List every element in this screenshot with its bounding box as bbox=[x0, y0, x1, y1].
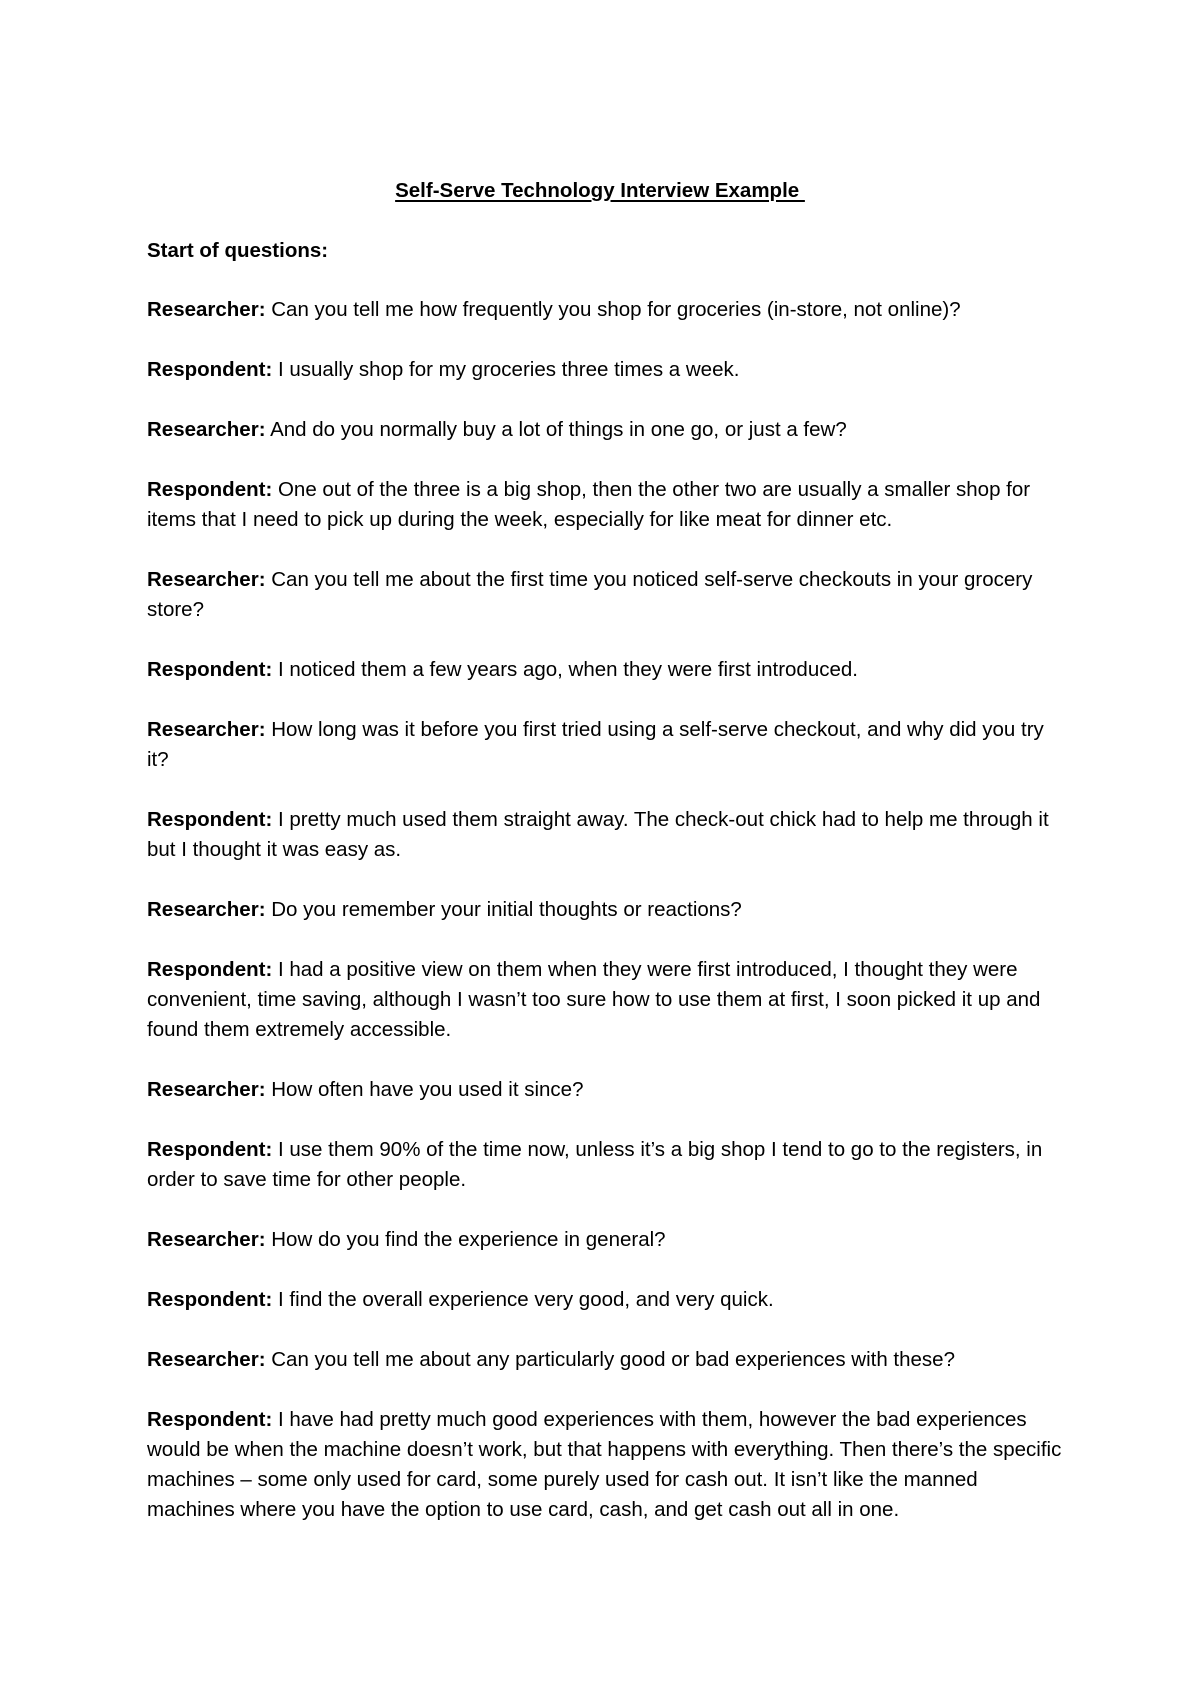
speaker-label: Respondent bbox=[147, 1138, 266, 1161]
interview-transcript bbox=[147, 295, 1067, 1525]
speaker-colon: : bbox=[265, 808, 273, 831]
utterance-text: I noticed them a few years ago, when they were first introduced. bbox=[277, 658, 858, 681]
transcript-turn bbox=[147, 715, 1067, 775]
speaker-label: Researcher bbox=[147, 898, 259, 921]
speaker-colon: : bbox=[265, 1138, 273, 1161]
transcript-turn bbox=[147, 655, 1067, 685]
speaker-colon: : bbox=[258, 568, 266, 591]
utterance-text: I had a positive view on them when they were first introduced, I thought they were convenient, time saving, although I wasn’t too sure how to use them at first, I soon picked it up and found them extremely accessible. bbox=[147, 958, 1041, 1041]
transcript-turn bbox=[147, 295, 1067, 325]
speaker-label: Respondent bbox=[147, 358, 266, 381]
transcript-turn bbox=[147, 1075, 1067, 1105]
speaker-label: Respondent bbox=[147, 958, 266, 981]
speaker-colon: : bbox=[265, 1288, 273, 1311]
speaker-colon: : bbox=[265, 1408, 273, 1431]
speaker-label: Respondent bbox=[147, 478, 266, 501]
transcript-turn bbox=[147, 475, 1067, 535]
utterance-text: How long was it before you first tried using a self-serve checkout, and why did you try it? bbox=[147, 718, 1044, 771]
utterance-text: Can you tell me about any particularly good or bad experiences with these? bbox=[271, 1348, 955, 1371]
utterance-text: How often have you used it since? bbox=[271, 1078, 584, 1101]
utterance-text: I usually shop for my groceries three times a week. bbox=[277, 358, 740, 381]
transcript-turn bbox=[147, 355, 1067, 385]
speaker-colon: : bbox=[258, 718, 266, 741]
utterance-text: I find the overall experience very good, and very quick. bbox=[277, 1288, 774, 1311]
utterance-text: I pretty much used them straight away. The check-out chick had to help me through it but I thought it was easy as. bbox=[147, 808, 1049, 861]
speaker-colon: : bbox=[258, 298, 266, 321]
speaker-label: Researcher bbox=[147, 1348, 259, 1371]
speaker-colon: : bbox=[258, 1078, 266, 1101]
speaker-colon: : bbox=[258, 1228, 266, 1251]
speaker-label: Researcher bbox=[147, 568, 259, 591]
speaker-label: Researcher bbox=[147, 1078, 259, 1101]
transcript-turn bbox=[147, 1285, 1067, 1315]
speaker-colon: : bbox=[265, 958, 273, 981]
transcript-turn bbox=[147, 1225, 1067, 1255]
utterance-text: I use them 90% of the time now, unless it’s a big shop I tend to go to the registers, in order to save time for other people. bbox=[147, 1138, 1043, 1191]
transcript-turn bbox=[147, 415, 1067, 445]
utterance-text: And do you normally buy a lot of things in one go, or just a few? bbox=[270, 418, 847, 441]
speaker-colon: : bbox=[258, 1348, 266, 1371]
start-of-questions-label: Start of questions: bbox=[147, 239, 329, 262]
transcript-turn bbox=[147, 1135, 1067, 1195]
utterance-text: Can you tell me about the first time you noticed self-serve checkouts in your grocery store? bbox=[147, 568, 1033, 621]
document-body bbox=[147, 236, 1067, 1555]
speaker-label: Respondent bbox=[147, 808, 266, 831]
utterance-text: Do you remember your initial thoughts or reactions? bbox=[271, 898, 742, 921]
utterance-text: One out of the three is a big shop, then the other two are usually a smaller shop for items that I need to pick up during the week, especially for like meat for dinner etc. bbox=[147, 478, 1031, 531]
page-title: Self-Serve Technology Interview Example bbox=[395, 179, 805, 202]
speaker-label: Respondent bbox=[147, 1408, 266, 1431]
speaker-colon: : bbox=[258, 898, 266, 921]
speaker-colon: : bbox=[265, 658, 273, 681]
transcript-turn bbox=[147, 1405, 1067, 1525]
transcript-turn bbox=[147, 1345, 1067, 1375]
utterance-text: I have had pretty much good experiences with them, however the bad experiences would be when the machine doesn’t work, but that happens with everything. Then there’s the specific machines – some only used for card, some purely used for cash out. It isn’t like the manned machines where you have the option to use card, cash, and get cash out all in one. bbox=[147, 1408, 1062, 1521]
speaker-colon: : bbox=[265, 478, 273, 501]
speaker-label: Researcher bbox=[147, 1228, 259, 1251]
speaker-colon: : bbox=[258, 418, 266, 441]
speaker-colon: : bbox=[265, 358, 273, 381]
transcript-turn bbox=[147, 955, 1067, 1045]
utterance-text: How do you find the experience in general? bbox=[271, 1228, 666, 1251]
speaker-label: Respondent bbox=[147, 658, 266, 681]
transcript-turn bbox=[147, 805, 1067, 865]
speaker-label: Researcher bbox=[147, 298, 259, 321]
speaker-label: Researcher bbox=[147, 718, 259, 741]
transcript-turn bbox=[147, 895, 1067, 925]
speaker-label: Researcher bbox=[147, 418, 259, 441]
utterance-text: Can you tell me how frequently you shop for groceries (in-store, not online)? bbox=[271, 298, 961, 321]
transcript-turn bbox=[147, 565, 1067, 625]
speaker-label: Respondent bbox=[147, 1288, 266, 1311]
